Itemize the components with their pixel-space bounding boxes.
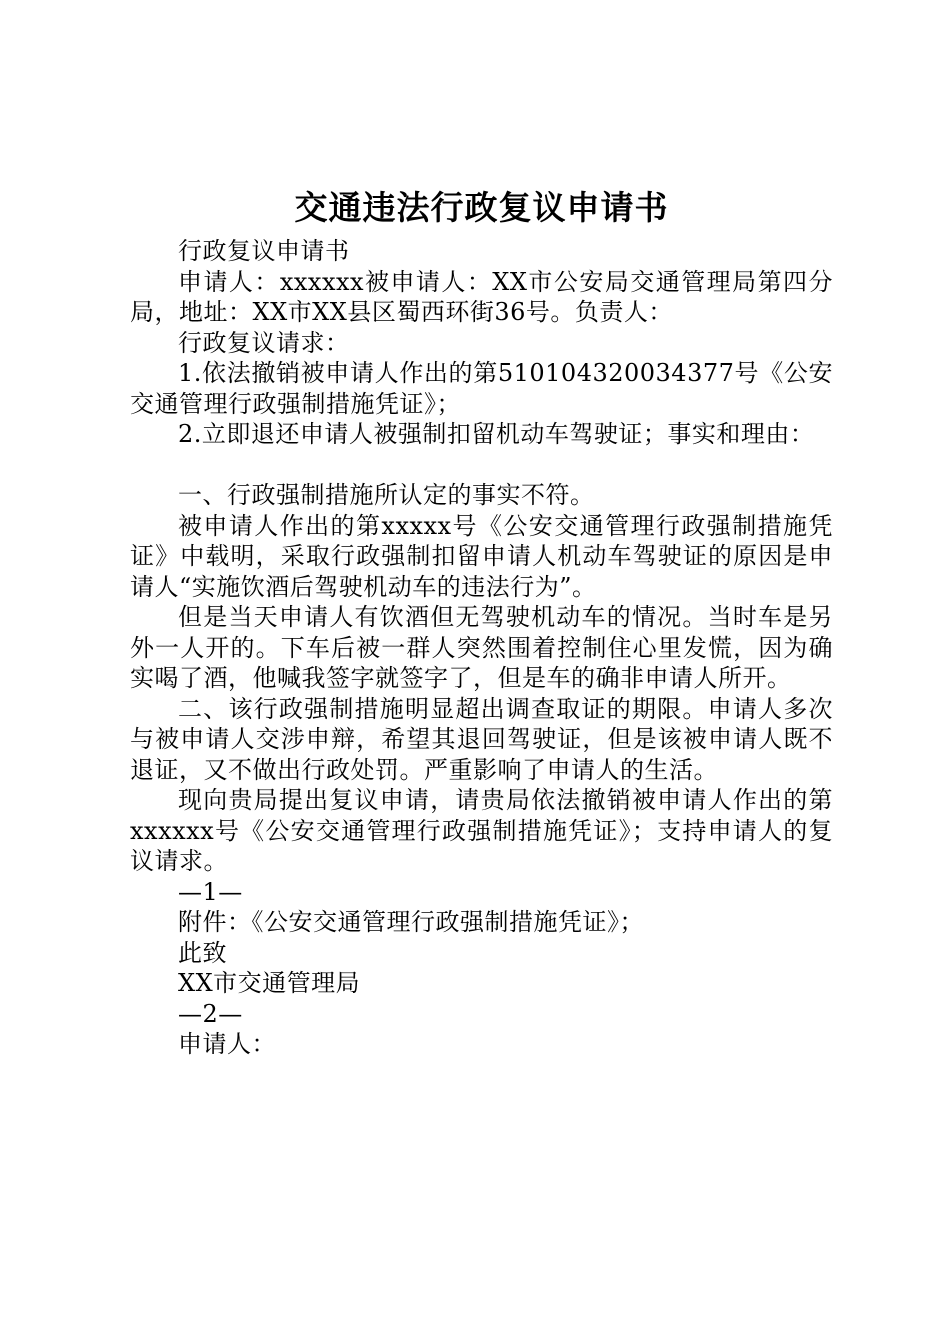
document-page [130, 180, 833, 1060]
document-title: 交通违法行政复议申请书 [294, 188, 669, 227]
applicant-signature-label: 申请人： [178, 1030, 276, 1058]
paragraph-parties: 申请人：xxxxxx被申请人：XX市公安局交通管理局第四分局，地址：XX市XX县区蜀西环街36号。负责人： [130, 267, 833, 326]
paragraph-reason-1-detail: 被申请人作出的第xxxxx号《公安交通管理行政强制措施凭证》中载明，采取行政强制扣留申请人机动车驾驶证的原因是申请人“实施饮酒后驾驶机动车的违法行为”。 [130, 511, 833, 601]
paragraph-request-1: 1.依法撤销被申请人作出的第510104320034377号《公安交通管理行政强制措施凭证》； [130, 359, 833, 418]
paragraph-reason-2: 二、该行政强制措施明显超出调查取证的期限。申请人多次与被申请人交涉申辩，希望其退回驾驶证，但是该被申请人既不退证，又不做出行政处罚。严重影响了申请人的生活。 [130, 694, 833, 784]
attachment-line: 附件：《公安交通管理行政强制措施凭证》； [178, 908, 644, 936]
paragraph-request-2: 2.立即退还申请人被强制扣留机动车驾驶证；事实和理由： [178, 420, 815, 448]
recipient: XX市交通管理局 [178, 969, 361, 997]
page-marker-2: —2— [178, 999, 243, 1028]
page-marker-1: —1— [178, 877, 243, 906]
paragraph-conclusion: 现向贵局提出复议申请，请贵局依法撤销被申请人作出的第xxxxxx号《公安交通管理行政强制措施凭证》；支持申请人的复议请求。 [130, 786, 833, 875]
paragraph-requests-heading: 行政复议请求： [178, 328, 350, 357]
blank-line [130, 450, 833, 481]
salutation: 此致 [178, 938, 227, 967]
paragraph-reason-1-heading: 一、行政强制措施所认定的事实不符。 [178, 481, 595, 509]
paragraph-reason-1-facts: 但是当天申请人有饮酒但无驾驶机动车的情况。当时车是另外一人开的。下车后被一群人突然围着控制住心里发慌，因为确实喝了酒，他喊我签字就签字了，但是车的确非申请人所开。 [130, 603, 833, 692]
paragraph-heading: 行政复议申请书 [178, 237, 350, 265]
